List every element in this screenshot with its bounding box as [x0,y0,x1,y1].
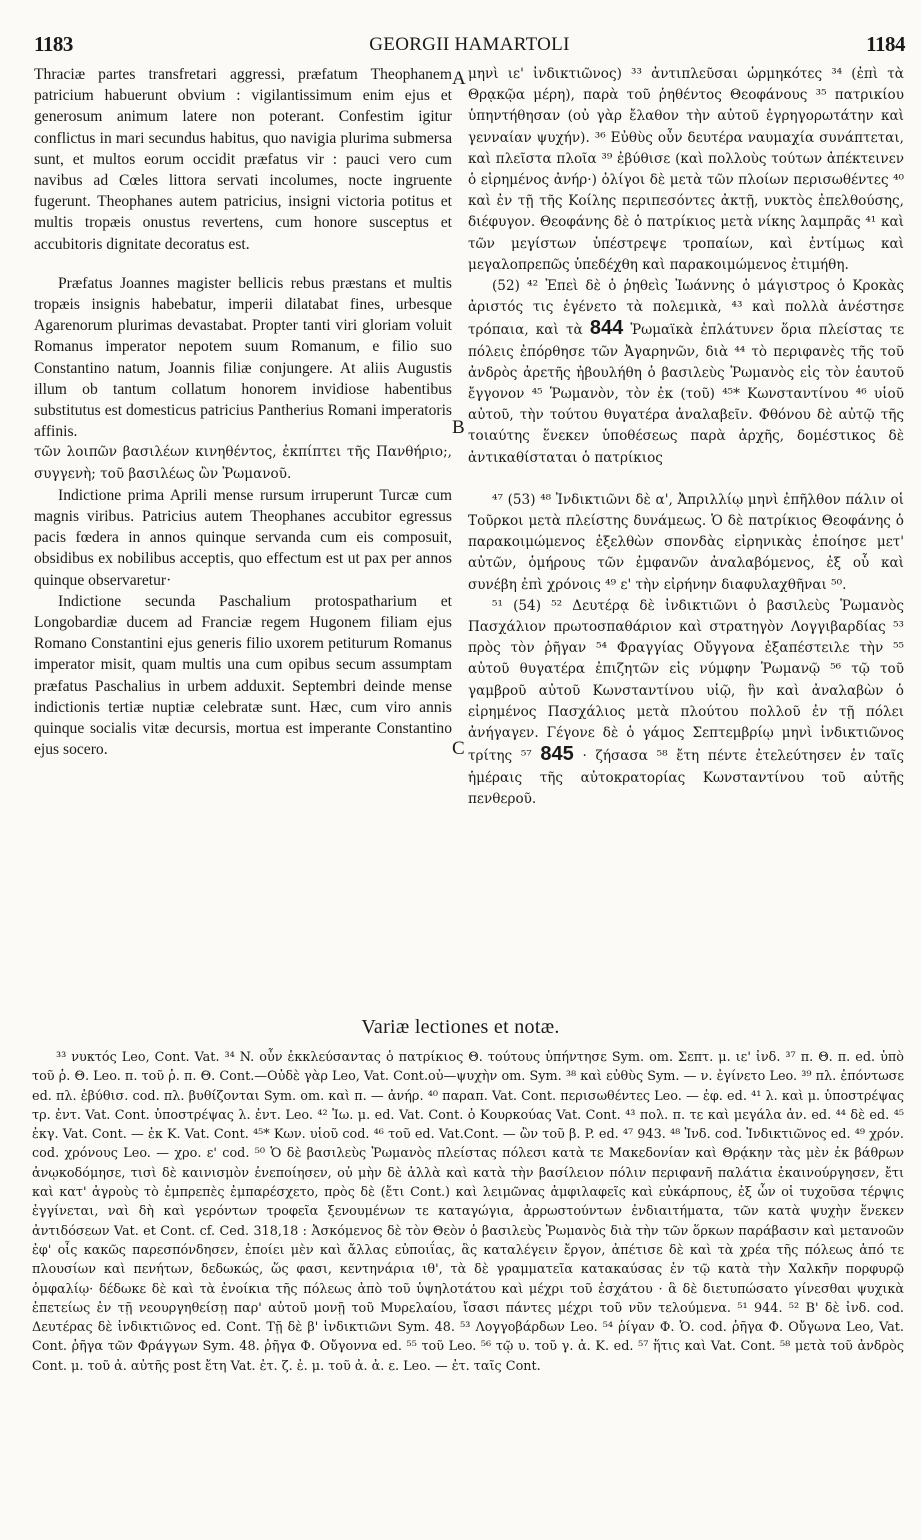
notes-section [32,1048,904,1376]
greek-paragraph: ⁴⁷ (53) ⁴⁸ Ἰνδικτιῶνι δὲ α', Ἀπριλλίῳ μηνὶ ἐπῆλθον πάλιν οἱ Τοῦρκοι μετὰ πλείστης δυνάμεως. Ὁ δὲ πατρίκιος Θεοφάνης ὁ παρακοιμώμενος ἐξελθὼν σπονδὰς εἰρηνικὰς ἐποίησε μετ' αὐτῶν, ὁμήρους τῶν ἐμφανῶν ἀναλαβόμενος, ἐξ οὗ καὶ συνέβη ἐπὶ χρόνοις ⁴⁹ ε' τὴν εἰρήνην διαφυλαχθῆναι ⁵⁰. [468,491,904,593]
greek-text: ⁵¹ (54) ⁵² Δευτέρᾳ δὲ ἰνδικτιῶνι ὁ βασιλεὺς Ῥωμανὸς Πασχάλιον πρωτοσπαθάριον καὶ στρατηγὸν Λογγιβαρδίας ⁵³ πρὸς τὸν ῥῆγαν ⁵⁴ Φραγγίας Οὔγγονα ἐξαπέστειλε τὴν ⁵⁵ αὐτοῦ θυγατέρα ἐπιζητῶν εἰς νύμφην Ῥωμανῷ ⁵⁶ τῷ τοῦ γαμβροῦ αὐτοῦ Κωνσταντίνου υἱῷ, ἣν καὶ ἀναλαβὼν ὁ εἰρημένος Πασχάλιος μετὰ πλούτου πολλοῦ ἐν τῇ πόλει ἀνήγαγεν. Γέγονε δὲ ὁ γάμος Σεπτεμβρίῳ μηνὶ ἰνδικτιῶνος τρίτης ⁵⁷ [468,597,904,765]
latin-paragraph: Thraciæ partes transfretari aggressi, præfatum Theophanem patricium habuerunt obvium : vigilantissimum enim ejus et generosum animum latere non poterant. Confestim igitur conflictus in mari secundus habitus, quo navigia plurima submersa sunt, et multos eorum occidit præfatus vir : pauci vero cum navibus ad Cœles littora servati incolumes, nocte ingruente fugerunt. Theophanes autem patricius, insigni victoria potitus et multis tropæis onustus revertens, cum honore susceptus et accubitoris dignitate decoratus est. [34,66,452,253]
margin-marker-b: B [452,417,465,438]
notes-heading: Variæ lectiones et notæ. [361,1016,560,1038]
paragraph-gap [468,469,904,490]
latin-paragraph: Indictione prima Aprili mense rursum irruperunt Turcæ cum magnis viribus. Patricius autem Theophanes accubitor egressus pacis fœdera in annos quinque servanda cum eis composuit, obsidibus ex nobilibus acceptis, quo effectum est ut pax per annos quinque observaretur· [34,486,452,589]
page-number-right: 1184 [866,32,905,56]
running-title: GEORGII HAMARTOLI [369,34,570,55]
margin-marker-a: A [452,68,466,89]
greek-text: Ῥωμαϊκὰ ἐπλάτυνεν ὅρια πλείστας τε πόλεις ἐπόρθησε τῶν Ἀγαρηνῶν, διὰ ⁴⁴ τὸ περιφανὲς τῆς τοῦ ἀνδρὸς ἀρετῆς ἠβουλήθη ὁ βασιλεὺς Ῥωμανὸς εἰς τὸν ἑαυτοῦ ἔγγονον ⁴⁵ Ῥωμανὸν, τὸν ἐκ (τοῦ) ⁴⁵* Κωνσταντίνου ⁴⁶ υἱοῦ αὐτοῦ, τὴν τούτου θυγατέρα ἀναλαβεῖν. Φθόνου δὲ αὐτῷ τῆς τοιαύτης ἕνεκεν ὑποθέσεως παρὰ ἀρχῆς, δομέστικος δὲ ἀντικαθίσταται ὁ πατρίκιος [468,322,905,466]
greek-text: (52) ⁴² Ἐπεὶ δὲ ὁ ῥηθεὶς Ἰωάννης ὁ μάγιστρος ὁ Κροκὰς ἀριστός τις ἐγένετο τὰ πολεμικὰ, ⁴³ καὶ πολλὰ ἀνέστησε τρόπαια, καὶ τὰ [468,278,904,339]
latin-greek-insert: τῶν λοιπῶν βασιλέων κινηθέντος, ἐκπίπτει τῆς Πανθήριο;, συγγενὴ; τοῦ βασιλέως ὢν Ῥωμανοῦ. [34,444,452,482]
margin-marker-c: C [452,738,465,759]
greek-paragraph [468,596,904,810]
greek-paragraph: μηνὶ ιε' ἰνδικτιῶνος) ³³ ἀντιπλεῦσαι ὡρμηκότες ³⁴ (ἐπὶ τὰ Θρᾳκῷα μέρη), παρὰ τοῦ ῥηθέντος Θεοφάνους ³⁵ πατρικίου ὑπηντήθησαν (οὐ γὰρ ἔλαθον τὴν αὐτοῦ ἐγρηγορωτάτην καὶ γενναίαν ψυχήν). ³⁶ Εὐθὺς οὖν δευτέρα ναυμαχία συνάπτεται, καὶ πλεῖστα πλοῖα ³⁹ ἐβύθισε (καὶ πολλοὺς τούτων ἀπέκτεινεν ὁ εἰρημένος ἀνήρ·) ὀλίγοι δὲ μετὰ τῶν πλοίων περισωθέντες ⁴⁰ καὶ ἐν τῇ τῆς Κοίλης περιπεσόντες ἀκτῇ, νυκτὸς ἐπελθούσης, διέφυγον. Θεοφάνης δὲ ὁ πατρίκιος μετὰ νίκης λαμπρᾶς ⁴¹ καὶ τῶν μεγίστων ὑπέστρεψε τροπαίων, καὶ ἐντίμως καὶ μεγαλοπρεπῶς ὑπεδέχθη καὶ παρακοιμώμενος ἐτιμήθη. [468,66,904,273]
greek-text: · ζήσασα ⁵⁸ ἔτη πέντε ἐτελεύτησεν ἐν ταῖς ἡμέραις τῆς αὐτοκρατορίας Κωνσταντίνου τοῦ αὐτῆς πενθεροῦ. [468,748,904,807]
notes-text: ³³ νυκτός Leo, Cont. Vat. ³⁴ N. οὖν ἐκκλεύσαντας ὁ πατρίκιος Θ. τούτους ὑπήντησε Sym. om. Σεπτ. μ. ιε' ἰνδ. ³⁷ π. Θ. π. ed. ὑπὸ τοῦ ῥ. Θ. Leo. π. τοῦ ῥ. π. Θ. Cont.—Οὐδὲ γὰρ Leo, Vat. Cont.οὐ—ψυχὴν om. Sym. ³⁸ καὶ εὐθὺς Sym. — ν. ἐγίνετο Leo. ³⁹ πλ. ἐπόντωσε ed. πλ. ἐβύθισ. cod. πλ. βυθίζονται Sym. om. καὶ π. — ἀνήρ. ⁴⁰ παραπ. Vat. Cont. περισωθέντες Leo. — ἐφ. ed. ⁴¹ λ. καὶ μ. ὑποστρέψας τρ. ἐντ. Vat. Cont. ὑποστρέψας λ. ἐντ. Leo. ⁴² Ἰω. μ. ed. Vat. Cont. ὁ Κουρκούας Vat. Cont. ⁴³ πολ. π. τε καὶ μεγάλα ἀν. ed. ⁴⁴ δὲ ed. ⁴⁵ ἐκγ. Vat. Cont. — ἐκ K. Vat. Cont. ⁴⁵* Κων. υἱοῦ cod. ⁴⁶ τοῦ ed. Vat.Cont. — ὢν τοῦ β. P. ed. ⁴⁷ 943. ⁴⁸ Ἰνδ. cod. Ἰνδικτιῶνος ed. ⁴⁹ χρόν. cod. χρόνους Leo. — χρο. ε' cod. ⁵⁰ Ὁ δὲ βασιλεὺς Ῥωμανὸς πλείστας πόλεσι κατὰ τε Μακεδονίαν καὶ Θρᾴκην τὰς μὲν ἐκ βάθρων ἀνῳκοδόμησε, τισὶ δὲ καινισμὸν ἐνεποίησεν, οὐ μὴν δὲ ἀλλὰ καὶ κατὰ τὴν βασίλειον πόλιν περιφανῆ παλάτια ἐκαινούργησεν, ἔτι καὶ κατ' ἀγροὺς τὸ ἐμπρεπὲς ἐμπαρέσχετο, πρὸς δὲ (ἔτι Cont.) καὶ λειμῶνας ἀμφιλαφεῖς καὶ εὐκάρπους, ἐξ ὧν οἱ τυχοῦσα τέρψις ἐγγίνεται, ναὶ δὴ καὶ γερόντων τροφεῖα ξενουμένων τε καταγώγια, ἀρρωστούντων ἐνδιαιτήματα, τῶν κατὰ ψυχὴν ἕνεκεν ἀντιδόσεων Vat. et Cont. cf. Ced. 318,18 : Ἀσκόμενος δὲ τὸν Θεὸν ὁ βασιλεὺς Ῥωμανὸς διὰ τὴν τῶν ὅρκων παράβασιν καὶ μετανοῶν ἐφ' οἷς κακῶς παρεσπόνδησεν, ἐποίει μὲν καὶ ἄλλας εὐποιΐας, ἃς καταλέγειν ἔργον, ἀπέτισε δὲ καὶ τὰ χρέα τῆς πόλεως ἀπό τε πλουσίων καὶ πενήτων, δεδωκώς, ὥς φασι, κεντηνάρια ιθ', τὰ δὲ γραμματεῖα κατακαύσας ἐν τῷ κατὰ τὴν Χαλκῆν πορφυρῷ ὀμφαλίῳ· δέδωκε δὲ καὶ τὰ ἐνοίκια τῆς πόλεως ἀπὸ τοῦ ὑψηλοτάτου καὶ μέχρι τοῦ ἐσχάτου · ἃ δὲ διετυπώσατο γίνεσθαι ψυχικὰ ἐπετείως ἐν τῇ νεουργηθείσῃ παρ' αὐτοῦ μονῇ τοῦ Μυρελαίου, ἴσασι πάντες μέχρι τοῦ νῦν τελούμενα. ⁵¹ 944. ⁵² Β' δὲ ἰνδ. cod. Δευτέρας δὲ ἰνδικτιῶνος ed. Cont. Τῇ δὲ β' ἰνδικτιῶνι Sym. 48. ⁵³ Λογγοβάρδων Leo. ⁵⁴ ῥίγαν Φ. Ὁ. cod. ῥῆγα Φ. Οὔγωνα Leo, Vat. Cont. ῥῆγα τῶν Φράγγων Sym. 48. ῥῆγα Φ. Οὔγοννα ed. ⁵⁵ τοῦ Leo. ⁵⁶ τῷ υ. τοῦ γ. ἀ. K. ed. ⁵⁷ ἥτις καὶ Vat. Cont. ⁵⁸ μετὰ τοῦ ἀνδρὸς Cont. μ. τοῦ ἀ. αὐτῆς post ἔτη Vat. ἐτ. ζ. ἐ. μ. τοῦ ἀ. ἀ. ε. Leo. — ἐτ. ταῖς Cont. [32,1050,904,1374]
page-header [34,32,905,58]
latin-paragraph: Præfatus Joannes magister bellicis rebus præstans et multis tropæis insignis habebatur, imperii dilatabat fines, urbesque Agarenorum plurimas devastabat. Propter tanti viri gloriam voluit Romanus imperator nepotem suum Romanum, e filio suo Constantino natum, Joannis filiæ conjungere. At aliis Augustis illum ob tantum collatum honorem invidiose habentibus substitutus est domesticus patricius Pantherius Romani imperatoris affinis. [34,274,452,441]
latin-paragraph: Indictione secunda Paschalium protospatharium et Longobardiæ ducem ad Franciæ regem Hugonem filiam ejus Romano Constantini ejus generis filio uxorem petiturum Romanus imperator misit, quam multis una cum opibus secum assumptam præfatus Paschalius in urbem adduxit. Septembri deinde mense indictionis tertiæ nuptiæ celebratæ sunt. Hæc, cum viro annis quinque socialis vitæ decursis, mortua est imperante Constantino ejus socero. [34,592,452,759]
greek-paragraph [468,276,904,469]
latin-column [34,64,452,761]
greek-column [468,64,904,810]
paragraph-gap [34,255,452,273]
original-page-number: 844 [589,317,624,340]
original-page-number: 845 [540,743,574,766]
page-number-left: 1183 [34,32,73,56]
